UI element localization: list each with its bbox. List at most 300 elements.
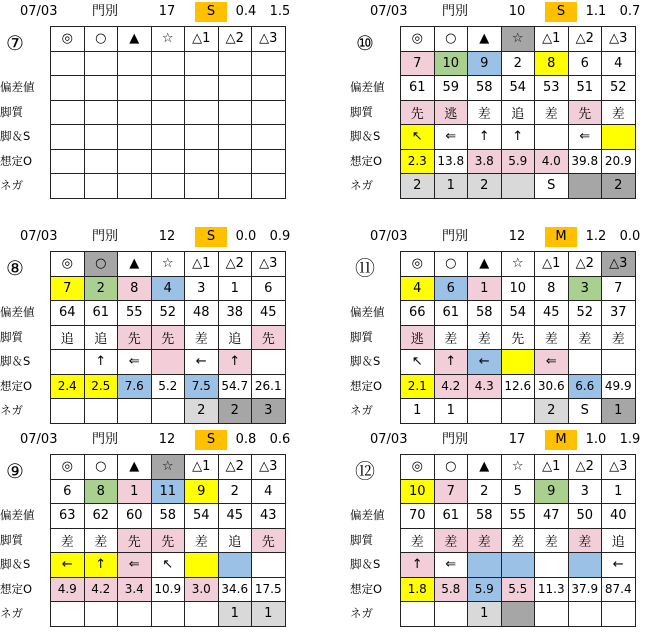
race-panel [0,430,320,630]
grid-cell: 2 [468,174,502,199]
field-size: 17 [508,432,526,447]
row-label: 脚＆S [350,557,381,571]
header-value-1: 1.2 [585,229,607,244]
expected-odds-row [51,577,286,602]
grid-cell [185,76,219,101]
grid-cell: 先 [252,528,286,553]
mark-cell: △1 [185,252,219,277]
grid-cell: 45 [252,301,286,326]
grid-cell: 差 [51,528,85,553]
race-date: 07/03 [20,4,58,19]
grid-cell: 13.8 [434,149,468,174]
prediction-grid [50,26,286,199]
grid-cell: 43 [252,504,286,529]
header-value-2: 0.7 [619,4,641,19]
row-label: 偏差値 [350,305,385,319]
mark-cell: △1 [535,27,569,52]
grid-cell: 4 [401,276,435,301]
mark-cell: ○ [434,27,468,52]
grid-cell: 7 [51,276,85,301]
race-date: 07/03 [20,229,58,244]
horse-number-row [51,51,286,76]
grid-cell [51,350,85,375]
grid-cell: 58 [468,504,502,529]
grid-cell: ⇐ [535,350,569,375]
grid-cell: 20.9 [602,149,636,174]
grid-cell [602,602,636,627]
grid-cell: 先 [568,100,602,125]
grid-cell: 52 [568,301,602,326]
grid-cell: 4.9 [51,577,85,602]
prediction-grid [400,26,636,199]
race-panel [0,227,320,427]
row-label: 脚＆S [350,129,381,143]
field-size: 12 [158,432,176,447]
grid-cell: 12.6 [501,374,535,399]
negative-row [401,602,636,627]
row-label: 脚質 [350,104,373,119]
grid-cell [468,399,502,424]
grid-cell: 差 [535,325,569,350]
running-style-row [401,325,636,350]
running-style-row [401,528,636,553]
grid-cell: 2.3 [401,149,435,174]
grid-cell: 2 [218,399,252,424]
row-label: 偏差値 [350,80,385,94]
mark-cell: ☆ [501,27,535,52]
grid-cell [252,149,286,174]
grid-cell [252,350,286,375]
mark-row [51,252,286,277]
race-header [350,430,663,450]
grid-cell: 8 [535,51,569,76]
expected-odds-row [51,149,286,174]
running-style-row [51,528,286,553]
header-value-1: 1.0 [585,432,607,447]
mark-cell: ☆ [151,455,185,480]
grid-cell: 52 [151,301,185,326]
grid-cell: 58 [468,301,502,326]
grid-cell: 30.6 [535,374,569,399]
deviation-row [51,301,286,326]
row-label: 脚＆S [350,354,381,368]
grid-cell [51,125,85,150]
horse-number-row [401,51,636,76]
mark-cell: △2 [218,27,252,52]
race-class-badge: M [545,430,577,450]
grid-cell [218,174,252,199]
grid-cell: 10 [501,276,535,301]
prediction-grid [50,454,286,627]
grid-cell: 2 [185,399,219,424]
race-venue: 門別 [92,229,119,244]
grid-cell [151,125,185,150]
grid-cell: 2 [84,276,118,301]
grid-cell: 1 [602,479,636,504]
row-label: 脚＆S [0,354,31,368]
row-label: 想定O [350,378,383,393]
row-label: 偏差値 [350,508,385,522]
grid-cell: 差 [468,325,502,350]
grid-cell: 39.8 [568,149,602,174]
running-style-row [51,100,286,125]
grid-cell: 9 [185,479,219,504]
grid-cell: 4.2 [84,577,118,602]
grid-cell: 差 [602,325,636,350]
grid-cell: 差 [468,528,502,553]
grid-cell: 7 [434,479,468,504]
header-value-1: 0.0 [235,229,257,244]
race-number: ⑦ [6,31,24,55]
mark-cell: △2 [568,252,602,277]
grid-cell: 87.4 [602,577,636,602]
grid-cell [84,149,118,174]
grid-cell: 62 [84,504,118,529]
grid-cell [568,350,602,375]
race-date: 07/03 [370,4,408,19]
grid-cell: 4.3 [468,374,502,399]
grid-cell [501,399,535,424]
row-label: 偏差値 [0,508,35,522]
mark-cell: ☆ [151,252,185,277]
grid-cell: ⇐ [434,553,468,578]
mark-cell: ◎ [51,27,85,52]
race-class-badge: S [195,227,227,247]
row-label: 偏差値 [0,80,35,94]
grid-cell: 8 [535,276,569,301]
header-value-2: 0.0 [619,229,641,244]
grid-cell: 3.4 [118,577,152,602]
mark-cell: △2 [568,455,602,480]
grid-cell: 45 [218,504,252,529]
race-number: ⑪ [355,256,375,280]
grid-cell [185,174,219,199]
mark-cell: △2 [218,455,252,480]
grid-cell [118,51,152,76]
grid-cell: 45 [535,301,569,326]
grid-cell: 先 [151,528,185,553]
grid-cell: 差 [468,100,502,125]
grid-cell: 3.0 [185,577,219,602]
grid-cell: 差 [185,325,219,350]
race-venue: 門別 [92,432,119,447]
grid-cell: 38 [218,301,252,326]
grid-cell: 6 [568,51,602,76]
grid-cell: 10 [434,51,468,76]
grid-cell [51,399,85,424]
grid-cell: 7.5 [185,374,219,399]
grid-cell: 1 [401,399,435,424]
row-label: 脚＆S [0,557,31,571]
grid-cell: 先 [118,528,152,553]
grid-cell [118,100,152,125]
grid-cell [51,76,85,101]
grid-cell: 2 [535,399,569,424]
race-header [350,2,663,22]
grid-cell: 58 [151,504,185,529]
grid-cell: 66 [401,301,435,326]
header-value-2: 0.6 [269,432,291,447]
grid-cell: 5 [501,479,535,504]
race-venue: 門別 [442,229,469,244]
mark-cell: ▲ [468,455,502,480]
race-class-badge: M [545,227,577,247]
grid-cell: 先 [401,100,435,125]
mark-cell: ○ [84,27,118,52]
grid-cell: ⇐ [434,125,468,150]
grid-cell [501,553,535,578]
running-style-row [401,100,636,125]
grid-cell: 6 [434,276,468,301]
row-label: 想定O [0,378,33,393]
grid-cell: ↑ [468,125,502,150]
grid-cell: 2 [401,174,435,199]
grid-cell: 追 [218,528,252,553]
grid-cell: 17.5 [252,577,286,602]
deviation-row [401,76,636,101]
grid-cell: 2 [602,174,636,199]
grid-cell: 4 [151,276,185,301]
grid-cell: ⇐ [568,125,602,150]
row-label: 想定O [350,581,383,596]
grid-cell: 47 [535,504,569,529]
grid-cell: 8 [118,276,152,301]
race-header [350,227,663,247]
grid-cell: S [535,174,569,199]
horse-number-row [51,276,286,301]
horse-number-row [401,479,636,504]
mark-cell: △1 [535,455,569,480]
grid-cell: 64 [51,301,85,326]
grid-cell: 2 [501,51,535,76]
grid-cell: ↖ [401,350,435,375]
mark-cell: ◎ [401,27,435,52]
grid-cell: 61 [434,301,468,326]
row-label: ネガ [350,606,373,620]
grid-cell: 5.8 [434,577,468,602]
grid-cell [151,76,185,101]
mark-cell: △1 [535,252,569,277]
grid-cell [84,602,118,627]
deviation-row [51,76,286,101]
grid-cell [151,174,185,199]
grid-cell: 9 [535,479,569,504]
grid-cell: 先 [252,325,286,350]
grid-cell: ← [185,350,219,375]
deviation-row [51,504,286,529]
deviation-row [401,504,636,529]
grid-cell: 差 [434,528,468,553]
row-label: 脚質 [0,104,23,119]
grid-cell [185,553,219,578]
grid-cell: 先 [151,325,185,350]
race-panel [0,2,320,202]
grid-cell [252,174,286,199]
grid-cell [218,553,252,578]
grid-cell: ↑ [84,553,118,578]
grid-cell: 54 [185,504,219,529]
grid-cell: 1 [468,602,502,627]
grid-cell: 追 [501,100,535,125]
grid-cell: 7 [401,51,435,76]
grid-cell: 51 [568,76,602,101]
grid-cell: 差 [535,100,569,125]
race-number: ⑫ [355,459,375,483]
grid-cell [51,149,85,174]
mark-cell: △3 [252,252,286,277]
mark-row [51,27,286,52]
running-style-row [51,325,286,350]
grid-cell: 50 [568,504,602,529]
grid-cell [468,553,502,578]
row-label: ネガ [0,178,23,192]
negative-row [51,174,286,199]
grid-cell: 差 [602,100,636,125]
mark-cell: ▲ [118,27,152,52]
mark-cell: △1 [185,27,219,52]
grid-cell: 7.6 [118,374,152,399]
grid-cell: 追 [51,325,85,350]
mark-row [401,252,636,277]
grid-cell: 55 [118,301,152,326]
grid-cell [252,76,286,101]
grid-cell: 2.4 [51,374,85,399]
grid-cell [84,51,118,76]
grid-cell: 7 [602,276,636,301]
grid-cell [185,51,219,76]
header-value-1: 0.4 [235,4,257,19]
mark-cell: ◎ [401,455,435,480]
grid-cell: 5.2 [151,374,185,399]
grid-cell [84,174,118,199]
mark-cell: ▲ [468,27,502,52]
grid-cell: 5.5 [501,577,535,602]
grid-cell [218,100,252,125]
grid-cell: 逃 [401,325,435,350]
row-label: 想定O [350,153,383,168]
prediction-grid [400,454,636,627]
grid-cell: 差 [535,528,569,553]
mark-cell: △3 [602,455,636,480]
mark-cell: △3 [602,27,636,52]
grid-cell: 1 [252,602,286,627]
grid-cell [535,125,569,150]
grid-cell [51,51,85,76]
leg-speed-row [401,125,636,150]
grid-cell: 追 [602,528,636,553]
field-size: 12 [508,229,526,244]
grid-cell [501,174,535,199]
grid-cell: ↑ [501,125,535,150]
grid-cell [51,602,85,627]
grid-cell [568,553,602,578]
grid-cell: 追 [84,325,118,350]
grid-cell: 60 [118,504,152,529]
grid-cell [218,51,252,76]
race-class-badge: S [195,2,227,22]
grid-cell [252,553,286,578]
grid-cell: 先 [118,325,152,350]
race-number: ⑩ [356,31,374,55]
prediction-grid [50,251,286,424]
leg-speed-row [51,553,286,578]
header-value-2: 1.5 [269,4,291,19]
grid-cell: 1 [118,479,152,504]
mark-cell: ☆ [151,27,185,52]
grid-cell: 4.0 [535,149,569,174]
grid-cell: 6 [252,276,286,301]
grid-cell: 2.5 [84,374,118,399]
grid-cell: 37.9 [568,577,602,602]
race-venue: 門別 [92,4,119,19]
grid-cell: 差 [185,528,219,553]
grid-cell [84,125,118,150]
grid-cell [151,350,185,375]
grid-cell: 52 [602,76,636,101]
grid-cell [118,602,152,627]
race-panel [350,2,663,202]
grid-cell: 4 [602,51,636,76]
grid-cell: 先 [501,325,535,350]
grid-cell: 3 [568,276,602,301]
mark-cell: ○ [434,455,468,480]
grid-cell: 61 [84,301,118,326]
mark-cell: ▲ [118,252,152,277]
deviation-row [401,301,636,326]
field-size: 17 [158,4,176,19]
grid-cell: 59 [434,76,468,101]
grid-cell: 逃 [434,100,468,125]
grid-cell [434,602,468,627]
row-label: 脚質 [0,532,23,547]
mark-cell: ▲ [118,455,152,480]
grid-cell [185,100,219,125]
row-label: 脚＆S [0,129,31,143]
grid-cell: S [568,399,602,424]
row-label: 脚質 [0,329,23,344]
grid-cell: 61 [434,504,468,529]
mark-row [401,27,636,52]
leg-speed-row [51,350,286,375]
mark-cell: ◎ [51,252,85,277]
mark-cell: ○ [434,252,468,277]
grid-cell: 3 [252,399,286,424]
grid-cell [118,399,152,424]
grid-cell: 70 [401,504,435,529]
mark-cell: ○ [84,455,118,480]
grid-cell [568,602,602,627]
race-date: 07/03 [370,229,408,244]
expected-odds-row [401,374,636,399]
grid-cell [84,76,118,101]
grid-cell [118,76,152,101]
grid-cell: 1 [468,276,502,301]
grid-cell [151,149,185,174]
mark-cell: △3 [252,27,286,52]
row-label: 脚質 [350,329,373,344]
grid-cell: 55 [501,504,535,529]
grid-cell: ↖ [151,553,185,578]
grid-cell [185,149,219,174]
grid-cell: 4.2 [434,374,468,399]
grid-cell: ← [51,553,85,578]
mark-cell: △1 [185,455,219,480]
row-label: ネガ [350,403,373,417]
grid-cell [151,100,185,125]
leg-speed-row [401,553,636,578]
race-header [0,227,320,247]
grid-cell [535,553,569,578]
